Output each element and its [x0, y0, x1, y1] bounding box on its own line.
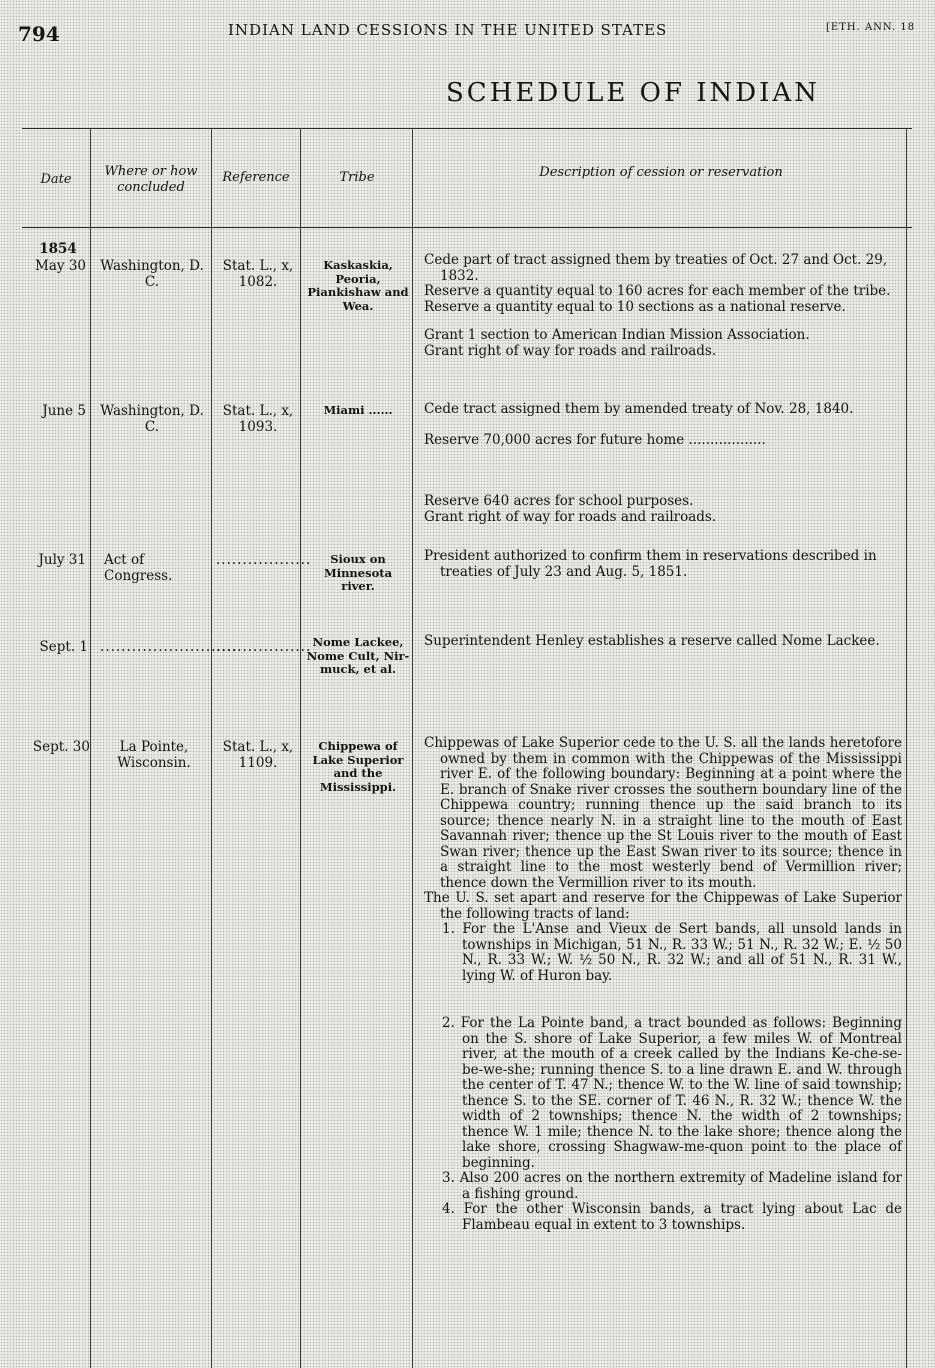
description-line: 2. For the La Pointe band, a tract bounded as follows: Beginning on the S. shore of Lake Superior, a few miles W. of Montreal river, at the mouth of a creek called by the Indians Ke-che-se-be-we-she; running thence S. to a line drawn E. and W. through the center of T. 47 N.; thence W. to the W. line of said township; thence S. to the SE. corner of T. 46 N., R. 32 W.; thence W. the width of 2 townships; thence N. the width of 2 townships; thence W. 1 mile; thence N. to the lake shore; thence along the lake shore, crossing Shagwaw-me-quon point to the place of beginning. — [442, 1015, 902, 1171]
row-reference: Stat. L., x, 1082. — [222, 258, 294, 290]
running-title: INDIAN LAND CESSIONS IN THE UNITED STATES — [228, 21, 668, 39]
description-line: Grant right of way for roads and railroads. — [424, 342, 717, 359]
description-line: 1. For the L'Anse and Vieux de Sert bands, all unsold lands in townships in Michigan, 51 N., R. 33 W.; 51 N., R. 32 W.; E. ½ 50 N., R. 33 W.; W. ½ 50 N., R. 32 W.; and all of 51 N., R. 31 W., lying W. of Huron bay. — [442, 921, 902, 984]
description-line: Grant right of way for roads and railroads. — [424, 508, 717, 525]
row-reference: .................. — [216, 552, 312, 568]
col-header-description: Description of cession or reservation — [539, 165, 783, 180]
column-divider — [300, 128, 301, 1368]
description-line: Reserve a quantity equal to 160 acres for each member of the tribe. — [424, 283, 891, 299]
row-tribe: Miami ...... — [323, 403, 393, 417]
description-line: President authorized to confirm them in reservations described in treaties of July 23 and Aug. 5, 1851. — [424, 548, 877, 580]
description-line: Reserve 70,000 acres for future home .................. — [424, 431, 766, 448]
row-tribe: Nome Lackee, Nome Cult, Nir-muck, et al. — [306, 635, 410, 676]
row-where: .......................... — [100, 639, 238, 655]
row-tribe: Kaskaskia, Peoria, Piankishaw and Wea. — [307, 258, 409, 313]
row-tribe: Sioux on Minnesota river. — [323, 552, 393, 593]
row-tribe: Chippewa of Lake Superior and the Mississippi. — [312, 739, 404, 794]
column-divider — [90, 128, 91, 1368]
description-line: Grant 1 section to American Indian Mission Association. — [424, 327, 810, 343]
col-header-tribe: Tribe — [339, 170, 375, 185]
section-title: SCHEDULE OF INDIAN — [446, 78, 820, 108]
report-tag: [ETH. ANN. 18 — [826, 22, 916, 33]
col-header-date: Date — [40, 172, 72, 187]
column-divider — [412, 128, 413, 1368]
page-number: 794 — [18, 22, 60, 46]
table-top-rule — [22, 128, 912, 129]
description-line: 4. For the other Wisconsin bands, a tract lying about Lac de Flambeau equal in extent to 3 townships. — [442, 1201, 902, 1233]
row-reference: Stat. L., x, 1109. — [222, 739, 294, 771]
row-reference: Stat. L., x, 1093. — [222, 403, 294, 435]
row-date: Sept. 1 — [39, 639, 88, 655]
row-date: May 30 — [35, 258, 86, 274]
column-divider — [211, 128, 212, 1368]
row-description — [424, 634, 900, 650]
col-header-reference: Reference — [222, 170, 290, 185]
row-description — [424, 736, 902, 1233]
description-line: Cede tract assigned them by amended treaty of Nov. 28, 1840. — [424, 401, 854, 417]
row-date: Sept. 30 — [32, 739, 90, 755]
year-label: 1854 — [39, 241, 77, 257]
row-where: La Pointe, Wisconsin. — [117, 739, 191, 771]
row-where: Washington, D. C. — [100, 258, 204, 290]
row-where: Act of Congress. — [104, 552, 173, 584]
header-bottom-rule — [22, 227, 912, 228]
column-divider — [906, 128, 907, 1368]
description-line: Reserve 640 acres for school purposes. — [424, 493, 694, 509]
description-line: Chippewas of Lake Superior cede to the U. S. all the lands heretofore owned by them in common with the Chippewas of the Mississippi river E. of the following boundary: Beginning at a point where the E. branch of Snake river crosses the southern boundary line of the Chippewa country; running thence up the said branch to its source; thence nearly N. in a straight line to the mouth of East Savannah river; thence up the St Louis river to the mouth of East Swan river; thence up the East Swan river to its source; thence in a straight line to the most westerly bend of Vermillion river; thence down the Vermillion river to its mouth. — [424, 735, 902, 891]
row-description — [424, 253, 900, 359]
description-line: Reserve a quantity equal to 10 sections as a national reserve. — [424, 298, 846, 315]
row-date: July 31 — [38, 552, 86, 568]
description-line: 3. Also 200 acres on the northern extremity of Madeline island for a fishing ground. — [442, 1170, 902, 1202]
row-description — [424, 402, 900, 525]
description-line: Superintendent Henley establishes a reserve called Nome Lackee. — [424, 633, 880, 649]
row-reference: .................. — [216, 639, 312, 655]
row-description — [424, 549, 900, 580]
description-line: Cede part of tract assigned them by treaties of Oct. 27 and Oct. 29, 1832. — [424, 252, 888, 284]
col-header-where: Where or how concluded — [104, 164, 198, 195]
row-date: June 5 — [42, 403, 86, 419]
row-where: Washington, D. C. — [100, 403, 204, 435]
description-line: The U. S. set apart and reserve for the Chippewas of Lake Superior the following tracts of land: — [424, 890, 902, 922]
